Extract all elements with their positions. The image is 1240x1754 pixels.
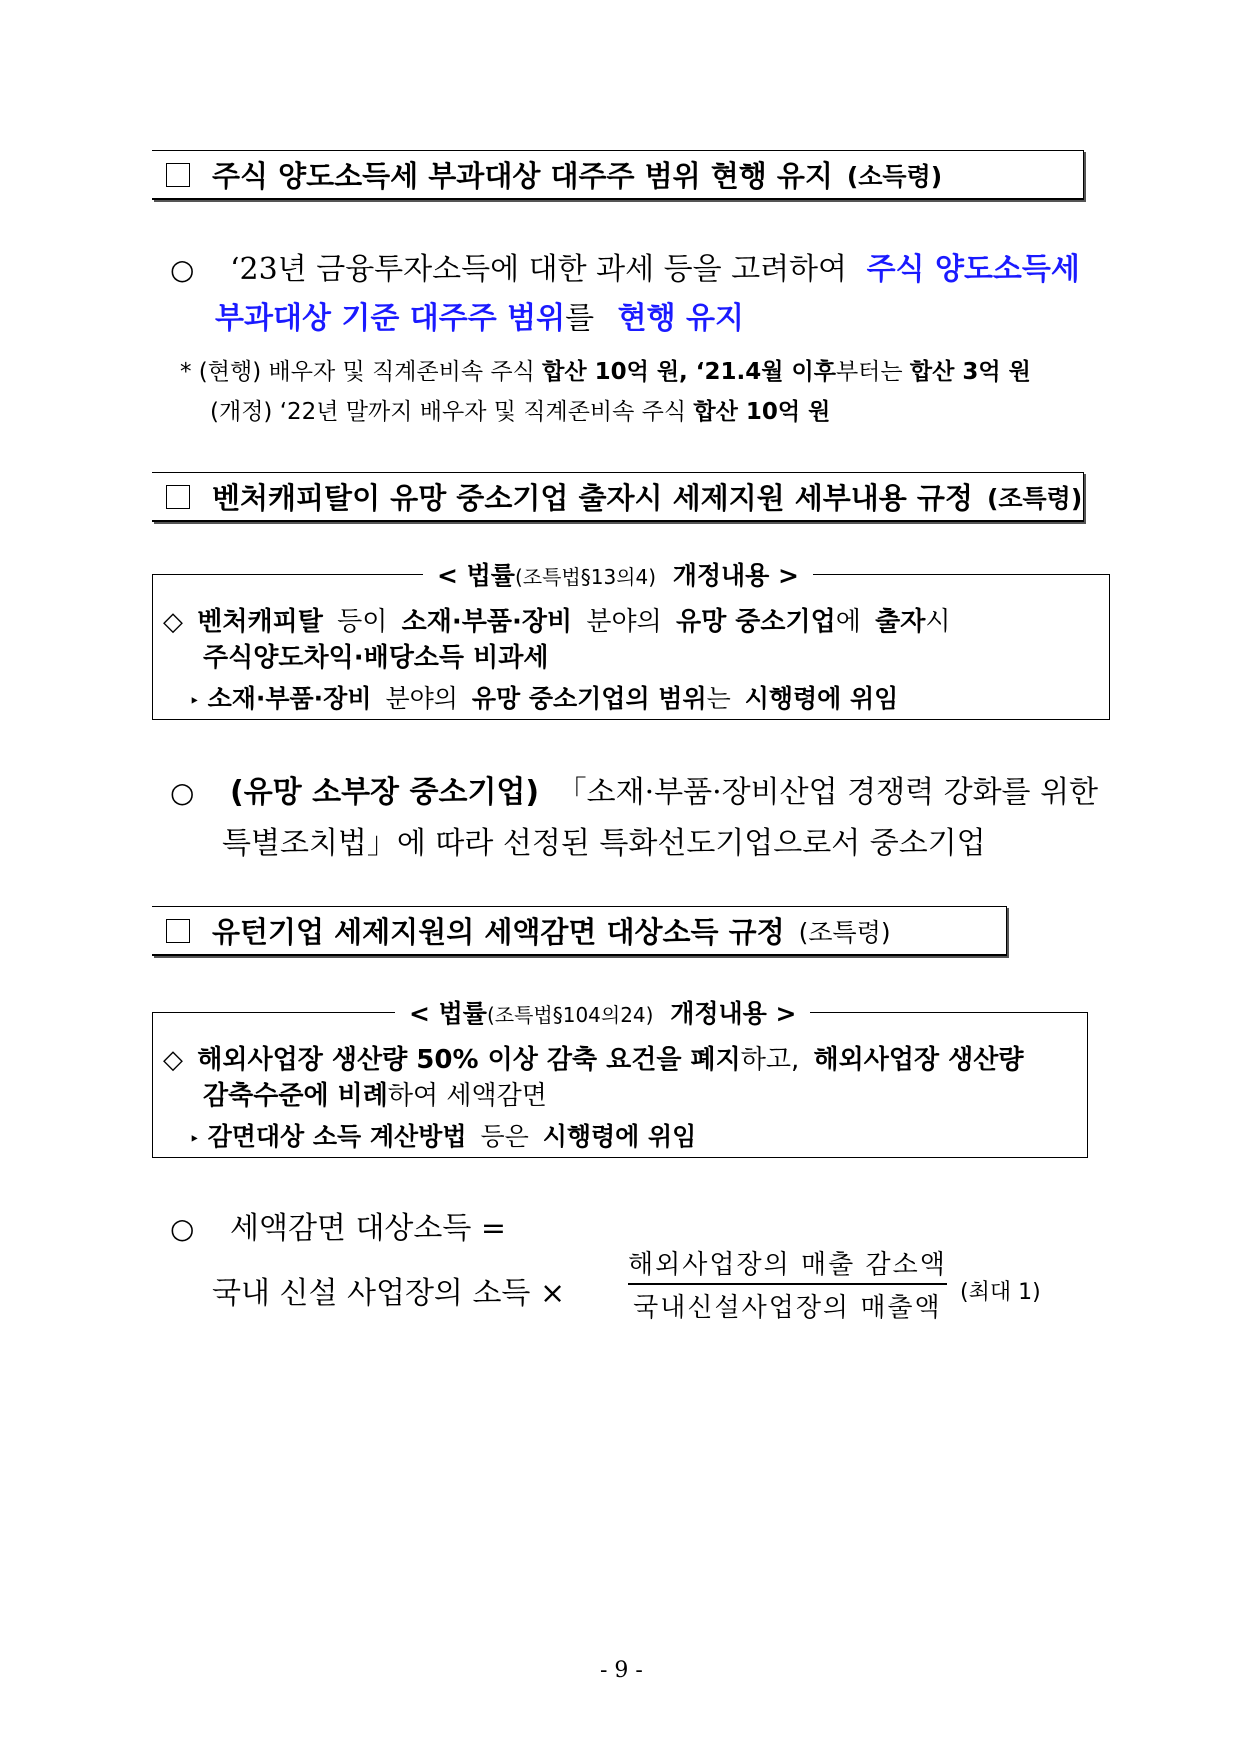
row2-a: 감축수준에 비례 [203, 1081, 388, 1111]
section2-law-row2 [203, 637, 548, 674]
bullet-circle-icon: ○ [170, 776, 195, 809]
row1-e: 분야의 [586, 607, 662, 637]
row1-b: 벤처캐피탈 [197, 607, 323, 637]
checkbox-icon [166, 919, 190, 943]
note1-b: 합산 10억 원, ‘21.4월 이후 [542, 359, 836, 385]
law-title-c: 개정내용 > [672, 561, 799, 590]
formula-left-text: 국내 신설 사업장의 소득 × [212, 1276, 566, 1311]
row1-i: 시 [925, 607, 951, 637]
section1-header [152, 150, 1084, 200]
page-number-text: - 9 - [600, 1658, 643, 1683]
triangle-bullet-icon: ‣ [189, 1129, 200, 1150]
section2-law-title [423, 556, 813, 592]
section2-paren: (조특령) [986, 483, 1083, 513]
section1-bullet-line1 [170, 244, 1080, 288]
section3-paren: (조특령) [798, 917, 891, 947]
row3-c: 분야의 [385, 684, 458, 713]
section1-bullet-text: ‘23년 금융투자소득에 대한 과세 등을 고려하여 [229, 252, 848, 287]
section3-law-row2 [203, 1075, 547, 1112]
law-title-a: < 법률 [437, 561, 515, 590]
section2-header [152, 472, 1084, 522]
formula-note-text: (최대 1) [960, 1280, 1041, 1305]
row3-b: 소재·부품·장비 [207, 684, 372, 713]
section1-bullet-blue3: 현행 유지 [617, 301, 745, 336]
bullet-circle-icon: ○ [170, 1212, 195, 1245]
checkbox-icon [166, 485, 190, 509]
row3-d: 유망 중소기업의 범위 [471, 684, 707, 713]
row3-f: 시행령에 위임 [744, 684, 899, 713]
checkbox-icon [166, 163, 190, 187]
row1-g: 에 [835, 607, 861, 637]
section2-bullet-a: (유망 소부장 중소기업) [229, 775, 540, 810]
row3-e: 는 [706, 684, 731, 713]
row2-b: 하여 세액감면 [387, 1081, 547, 1111]
row1-b: 해외사업장 생산량 50% 이상 감축 요건을 폐지 [197, 1045, 741, 1075]
row1-c: 등이 [337, 607, 388, 637]
section2-law-box [152, 561, 1110, 720]
section1-bullet-mid: 를 [565, 301, 595, 336]
row1-h: 출자 [875, 607, 926, 637]
section3-bullet-text: 세액감면 대상소득 = [229, 1211, 507, 1246]
section1-title: 주식 양도소득세 부과대상 대주주 범위 현행 유지 [212, 159, 833, 193]
section2-bullet-line2 [222, 818, 986, 862]
row3-b: 감면대상 소득 계산방법 [207, 1122, 467, 1151]
formula-fraction [628, 1244, 947, 1324]
page-number [600, 1658, 643, 1683]
row1-f: 유망 중소기업 [675, 607, 836, 637]
row3-c: 등은 [480, 1122, 529, 1151]
section3-title: 유턴기업 세제지원의 세액감면 대상소득 규정 [212, 915, 785, 949]
note2-b: 합산 10억 원 [693, 399, 831, 425]
section3-law-box [152, 999, 1088, 1158]
law-title-a: < 법률 [409, 999, 487, 1028]
section2-bullet-line2-text: 특별조치법」에 따라 선정된 특화선도기업으로서 중소기업 [222, 826, 986, 861]
note1-c: 부터는 [835, 359, 903, 385]
note2-a: (개정) ‘22년 말까지 배우자 및 직계존비속 주식 [210, 399, 687, 425]
section1-bullet-blue1: 주식 양도소득세 [866, 252, 1080, 287]
law-title-b: (조특법§104의24) [486, 1003, 654, 1027]
section2-bullet-b: 「소재·부품·장비산업 경쟁력 강화를 위한 [556, 775, 1099, 810]
section3-header [152, 906, 1007, 956]
fraction-bar [628, 1283, 947, 1285]
section3-law-title [395, 994, 810, 1030]
section2-bullet-line1 [170, 767, 1098, 811]
formula-left [212, 1268, 565, 1312]
section3-bullet [170, 1203, 506, 1247]
note1-d: 합산 3억 원 [909, 359, 1031, 385]
triangle-bullet-icon: ‣ [189, 691, 200, 712]
law-title-b: (조특법§13의4) [514, 565, 657, 589]
diamond-icon: ◇ [163, 1045, 183, 1075]
section1-bullet-blue2: 부과대상 기준 대주주 범위 [215, 301, 566, 336]
section2-title: 벤처캐피탈이 유망 중소기업 출자시 세제지원 세부내용 규정 [212, 481, 973, 515]
row1-d: 해외사업장 생산량 [813, 1045, 1024, 1075]
formula-denominator: 국내신설사업장의 매출액 [633, 1292, 942, 1323]
section3-law-row3 [189, 1117, 696, 1153]
row3-d: 시행령에 위임 [542, 1122, 697, 1151]
row1-d: 소재·부품·장비 [401, 607, 573, 637]
section3-law-row1 [163, 1039, 1024, 1076]
row1-c: 하고, [740, 1045, 800, 1075]
section2-law-row3 [189, 679, 898, 715]
section1-note1 [180, 353, 1031, 386]
section2-law-row1 [163, 601, 950, 638]
section1-paren: (소득령) [846, 161, 943, 191]
formula-note [960, 1275, 1041, 1306]
section1-bullet-line2 [215, 293, 744, 337]
section1-note2 [210, 393, 830, 426]
bullet-circle-icon: ○ [170, 253, 195, 286]
row2: 주식양도차익·배당소득 비과세 [203, 643, 549, 673]
note1-a: * (현행) 배우자 및 직계존비속 주식 [180, 359, 535, 385]
formula-numerator: 해외사업장의 매출 감소액 [628, 1250, 947, 1280]
law-title-c: 개정내용 > [670, 999, 797, 1028]
diamond-icon: ◇ [163, 607, 183, 637]
